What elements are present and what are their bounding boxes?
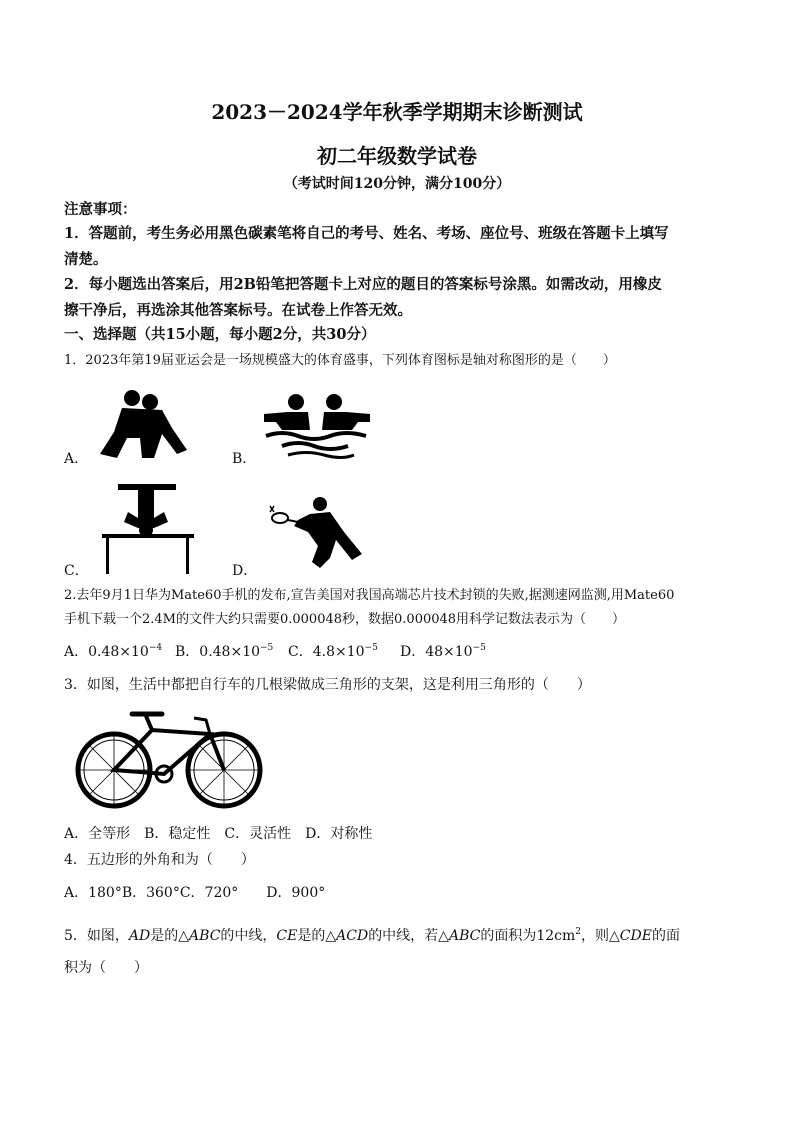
exam-subtitle: 初二年级数学试卷 <box>317 144 477 168</box>
notice-item-1-line-1: 1．答题前，考生务必用黑色碳素笔将自己的考号、姓名、考场、座位号、班级在答题卡上填写 <box>64 225 669 242</box>
notice-item-2-line-1: 2．每小题选出答案后，用2B铅笔把答题卡上对应的题目的答案标号涂黑。如需改动，用橡皮 <box>64 276 662 293</box>
gymnastics-icon <box>98 482 198 574</box>
q1-option-b-label: B． <box>232 451 257 467</box>
q2-option-d: D．$48\times 10^{-5}$ <box>400 643 486 660</box>
notice-heading: 注意事项： <box>64 201 137 218</box>
q1-option-a-label: A． <box>64 451 89 467</box>
badminton-icon <box>264 496 368 572</box>
bicycle-icon <box>74 706 264 810</box>
question-5-line-2: 积为（ ） <box>64 960 148 976</box>
exam-title: 2023－2024学年秋季学期期末诊断测试 <box>211 100 583 124</box>
question-5-line-1: 5．如图，AD是的△ABC的中线，CE是的△ACD的中线，若△ABC的面积为$12cm^2$，则△CDE的面 <box>64 927 680 944</box>
q1-option-d-label: D． <box>232 563 258 579</box>
q2-option-c: C．$4.8\times 10^{-5}$ <box>288 643 378 660</box>
question-2-line-2: 手机下载一个2.4M的文件大约只需要0.000048秒，数据0.000048用科学记数法表示为（ ） <box>64 612 626 627</box>
water-polo-icon <box>262 394 372 460</box>
question-4-options: A．180°B．360°C．720° D．900° <box>64 885 326 901</box>
exam-info: （考试时间120分钟，满分100分） <box>283 176 511 192</box>
wrestling-icon <box>92 388 192 464</box>
question-1-stem: 1．2023年第19届亚运会是一场规模盛大的体育盛事，下列体育图标是轴对称图形的是（ ） <box>64 353 616 368</box>
question-3-options: A．全等形 B．稳定性 C．灵活性 D．对称性 <box>64 826 373 842</box>
question-4-stem: 4．五边形的外角和为（ ） <box>64 852 255 868</box>
question-3-stem: 3．如图，生活中都把自行车的几根梁做成三角形的支架，这是利用三角形的（ ） <box>64 677 591 693</box>
notice-item-2-line-2: 擦干净后，再选涂其他答案标号。在试卷上作答无效。 <box>64 302 412 319</box>
question-2-line-1: 2.去年9月1日华为Mate60手机的发布,宣告美国对我国高端芯片技术封锁的失败,据测速网监测,用Mate60 <box>64 588 675 603</box>
q2-option-b: B．$0.48\times 10^{-5}$ <box>175 643 274 660</box>
notice-item-1-line-2: 清楚。 <box>64 251 108 268</box>
q1-option-c-label: C． <box>64 563 89 579</box>
q2-option-a: A．$0.48\times 10^{-4}$ <box>64 643 163 660</box>
section-1-heading: 一、选择题（共15小题，每小题2分，共30分） <box>64 326 376 343</box>
